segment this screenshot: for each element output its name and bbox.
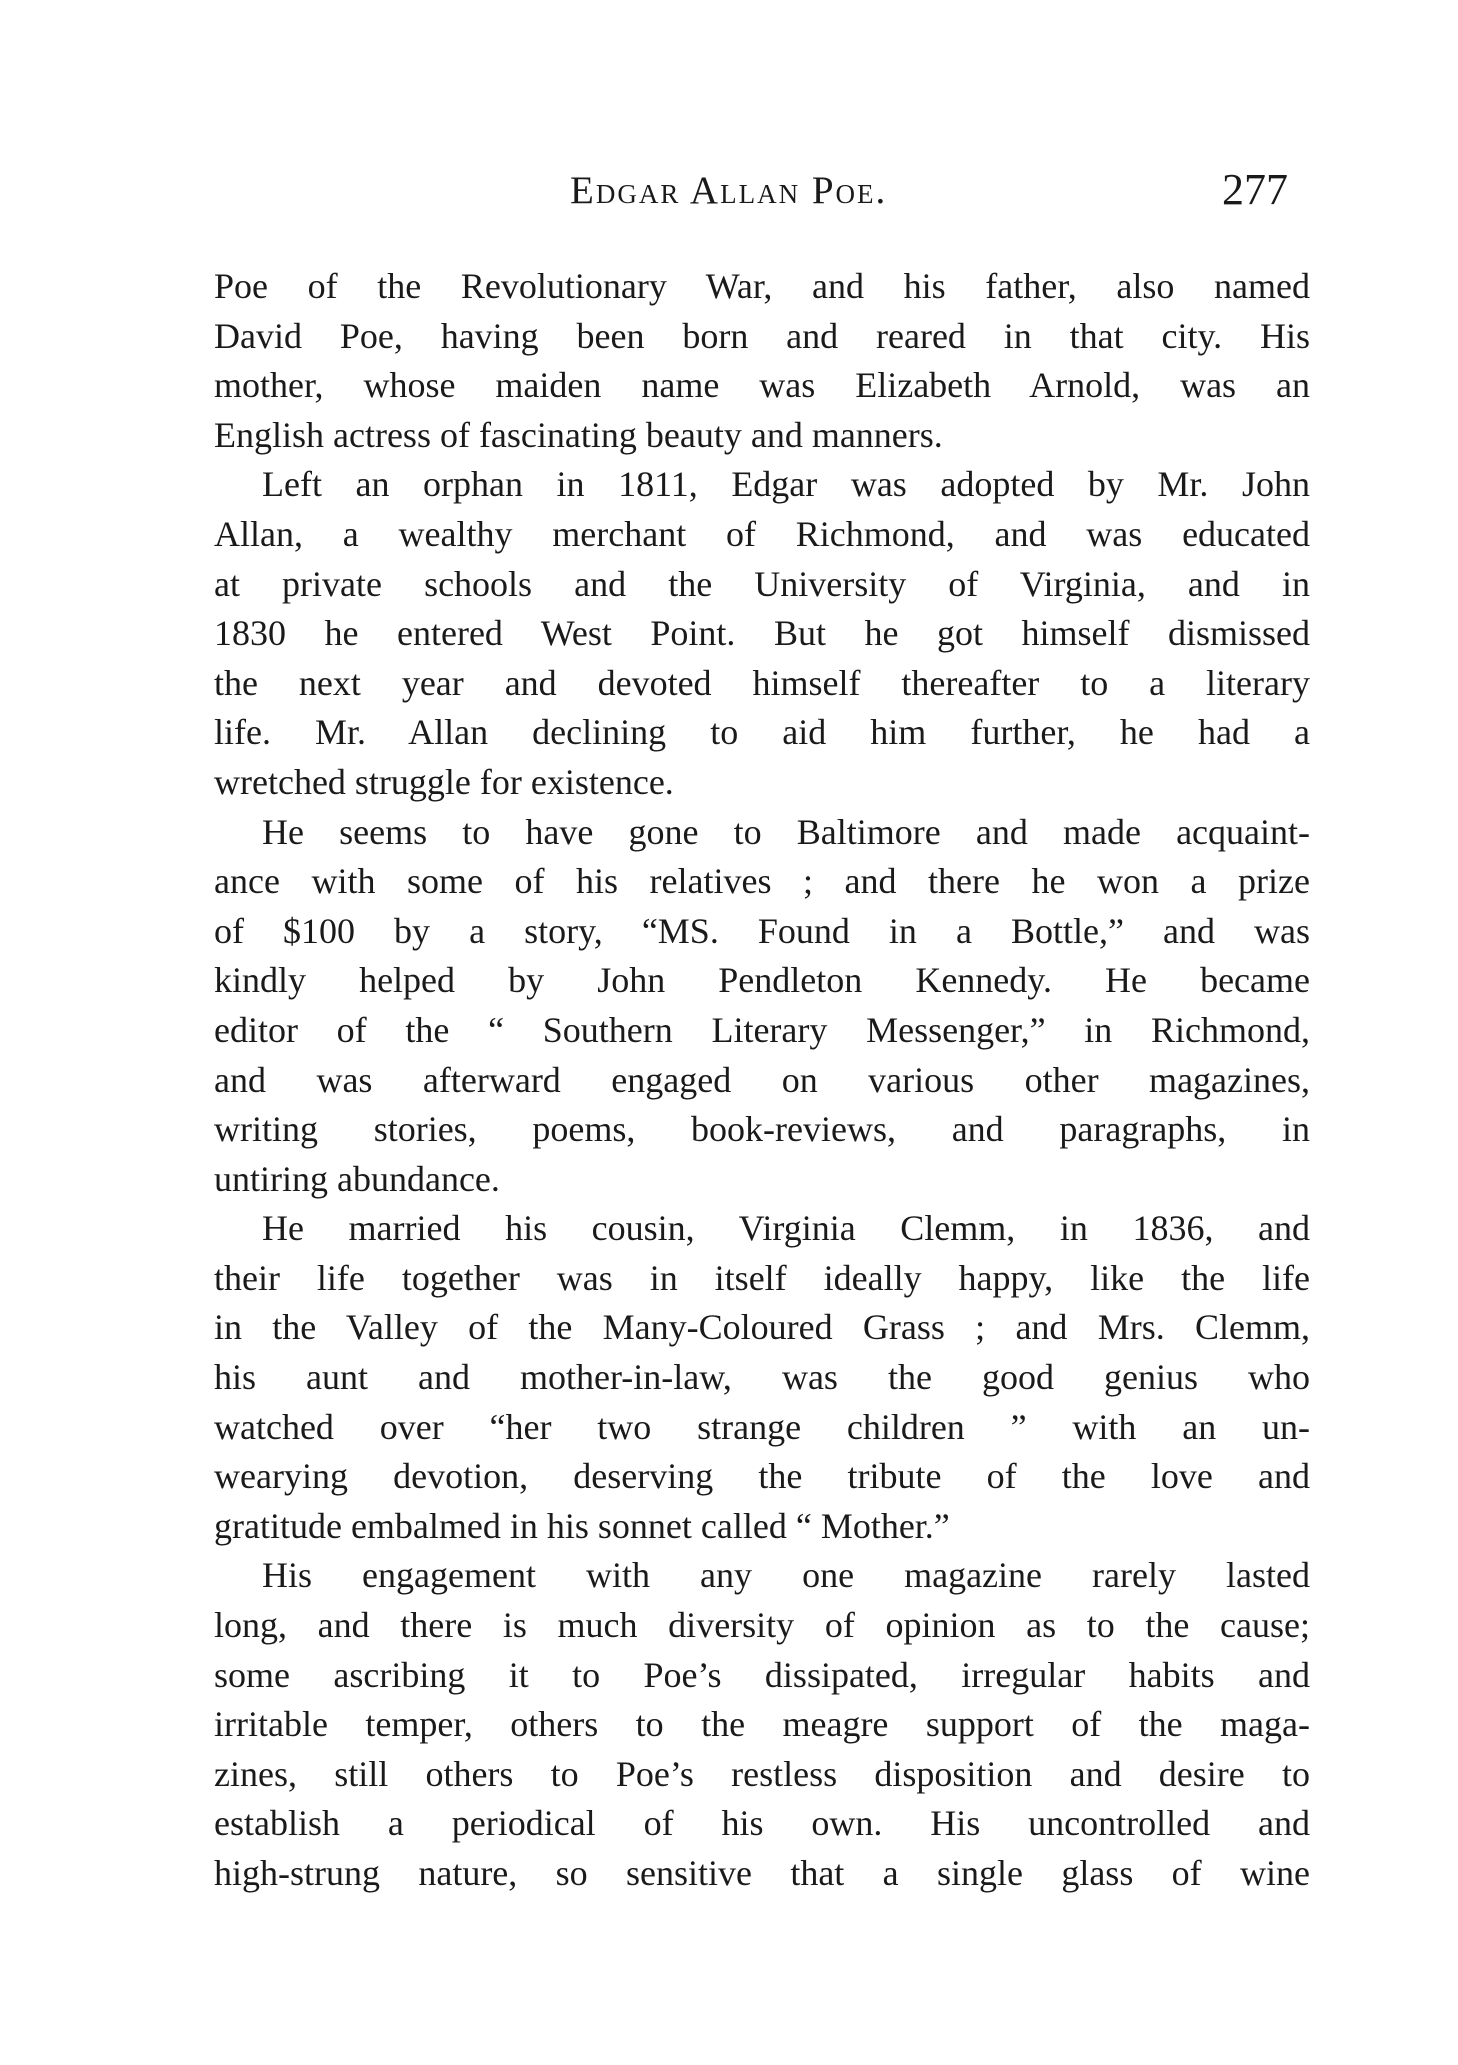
text-line: their life together was in itself ideally happy, like the life <box>214 1257 1310 1298</box>
text-line: kindly helped by John Pendleton Kennedy. He became <box>214 960 1310 1001</box>
text-line: Allan, a wealthy merchant of Richmond, and was educated <box>214 513 1310 554</box>
body-text <box>214 262 1310 1899</box>
text-line: in the Valley of the Many-Coloured Grass ; and Mrs. Clemm, <box>214 1307 1310 1348</box>
text-line: gratitude embalmed in his sonnet called “ Mother.” <box>214 1505 950 1546</box>
text-line: He seems to have gone to Baltimore and made acquaint- <box>262 811 1310 852</box>
text-line: of $100 by a story, “MS. Found in a Bottle,” and was <box>214 910 1310 951</box>
text-line: irritable temper, others to the meagre support of the maga- <box>214 1704 1310 1745</box>
text-line: the next year and devoted himself thereafter to a literary <box>214 662 1310 703</box>
text-line: wretched struggle for existence. <box>214 761 674 802</box>
text-line: Poe of the Revolutionary War, and his father, also named <box>214 266 1310 306</box>
paragraph <box>214 808 1310 1205</box>
text-line: He married his cousin, Virginia Clemm, in 1836, and <box>262 1208 1310 1249</box>
text-line: long, and there is much diversity of opinion as to the cause; <box>214 1605 1310 1646</box>
text-line: watched over “her two strange children ” with an un- <box>214 1406 1310 1447</box>
paragraph <box>214 1204 1310 1551</box>
paragraph <box>214 460 1310 807</box>
text-line: His engagement with any one magazine rarely lasted <box>262 1555 1310 1596</box>
text-line: life. Mr. Allan declining to aid him further, he had a <box>214 712 1310 753</box>
text-line: and was afterward engaged on various other magazines, <box>214 1059 1310 1100</box>
text-line: mother, whose maiden name was Elizabeth Arnold, was an <box>214 365 1310 406</box>
page-number: 277 <box>1222 165 1288 214</box>
text-line: ance with some of his relatives ; and there he won a prize <box>214 861 1310 902</box>
text-line: Left an orphan in 1811, Edgar was adopted by Mr. John <box>262 464 1310 505</box>
text-line: untiring abundance. <box>214 1158 500 1199</box>
text-line: zines, still others to Poe’s restless disposition and desire to <box>214 1753 1310 1794</box>
text-line: some ascribing it to Poe’s dissipated, irregular habits and <box>214 1654 1310 1695</box>
text-line: 1830 he entered West Point. But he got himself dismissed <box>214 613 1310 654</box>
text-line: at private schools and the University of Virginia, and in <box>214 563 1310 604</box>
paragraph <box>214 1551 1310 1898</box>
running-title: Edgar Allan Poe. <box>570 169 888 212</box>
text-line: establish a periodical of his own. His uncontrolled and <box>214 1803 1310 1844</box>
text-line: writing stories, poems, book-reviews, and paragraphs, in <box>214 1109 1310 1150</box>
paragraph <box>214 262 1310 460</box>
text-line: his aunt and mother-in-law, was the good genius who <box>214 1357 1310 1398</box>
text-line: editor of the “ Southern Literary Messenger,” in Richmond, <box>214 1009 1310 1050</box>
text-line: David Poe, having been born and reared in that city. His <box>214 315 1310 356</box>
text-line: English actress of fascinating beauty and manners. <box>214 414 943 455</box>
text-line: wearying devotion, deserving the tribute of the love and <box>214 1456 1310 1497</box>
text-line: high-strung nature, so sensitive that a single glass of wine <box>214 1853 1310 1893</box>
